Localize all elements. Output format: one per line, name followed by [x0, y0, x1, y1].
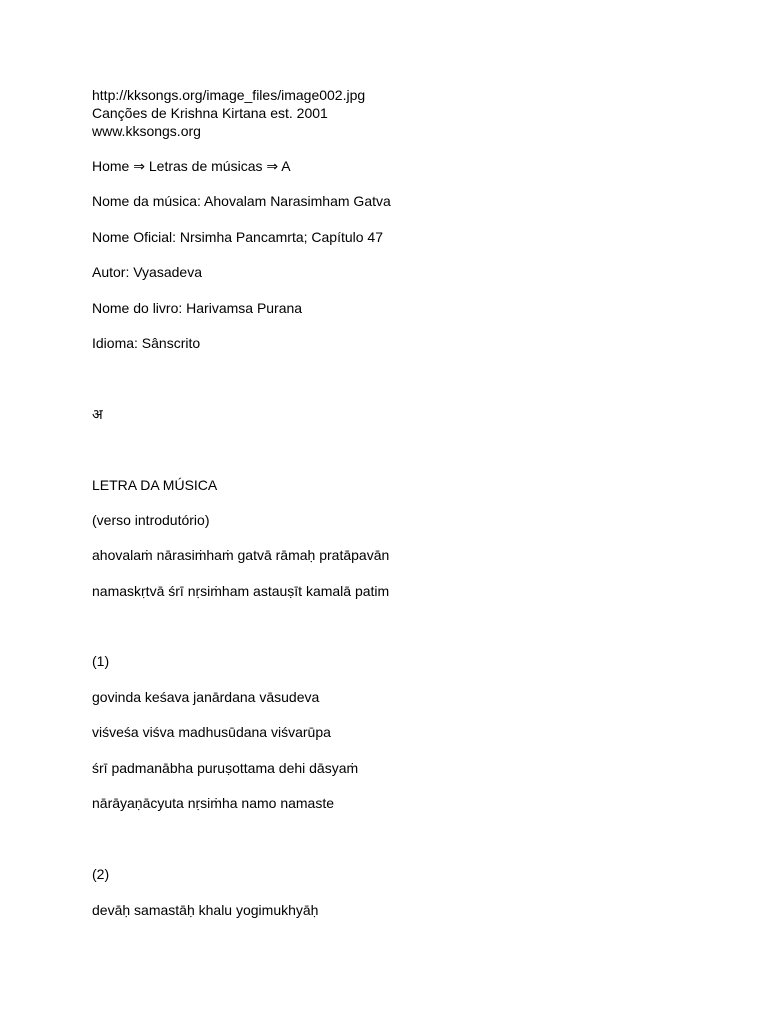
site-url-link[interactable]: www.kksongs.org: [92, 123, 201, 139]
lyric-line: namaskṛtvā śrī nṛsiṁham astauṣīt kamalā patim: [92, 583, 390, 599]
verse-1-label: (1): [92, 653, 110, 669]
official-name: Nome Oficial: Nrsimha Pancamrta; Capítulo 47: [92, 229, 383, 245]
verse-2-label: (2): [92, 866, 110, 882]
lyrics-heading: LETRA DA MÚSICA: [92, 477, 218, 493]
song-name: Nome da música: Ahovalam Narasimham Gatva: [92, 193, 391, 209]
lyric-line: govinda keśava janārdana vāsudeva: [92, 689, 320, 705]
intro-verse-label: (verso introdutório): [92, 512, 210, 528]
lyric-line: devāḥ samastāḥ khalu yogimukhyāḥ: [92, 902, 319, 918]
breadcrumb-separator: ⇒: [266, 158, 279, 174]
book-name: Nome do livro: Harivamsa Purana: [92, 300, 303, 316]
lyric-line: ahovalaṁ nārasiṁhaṁ gatvā rāmaḥ pratāpavān: [92, 547, 390, 563]
breadcrumb-separator: ⇒: [133, 158, 145, 174]
language: Idioma: Sânscrito: [92, 335, 201, 351]
image-url-link[interactable]: http://kksongs.org/image_files/image002.jpg: [92, 87, 366, 103]
breadcrumb: [92, 157, 291, 175]
om-symbol: अ: [92, 406, 103, 422]
author: Autor: Vyasadeva: [92, 264, 202, 280]
lyric-line: nārāyaṇācyuta nṛsiṁha namo namaste: [92, 795, 335, 811]
lyric-line: viśveśa viśva madhusūdana viśvarūpa: [92, 724, 331, 740]
lyric-line: śrī padmanābha puruṣottama dehi dāsyaṁ: [92, 760, 359, 776]
site-name: Canções de Krishna Kirtana est. 2001: [92, 105, 328, 121]
breadcrumb-letter-link[interactable]: A: [281, 158, 291, 174]
breadcrumb-section-link[interactable]: Letras de músicas: [148, 158, 263, 174]
breadcrumb-home-link[interactable]: Home: [92, 158, 130, 174]
